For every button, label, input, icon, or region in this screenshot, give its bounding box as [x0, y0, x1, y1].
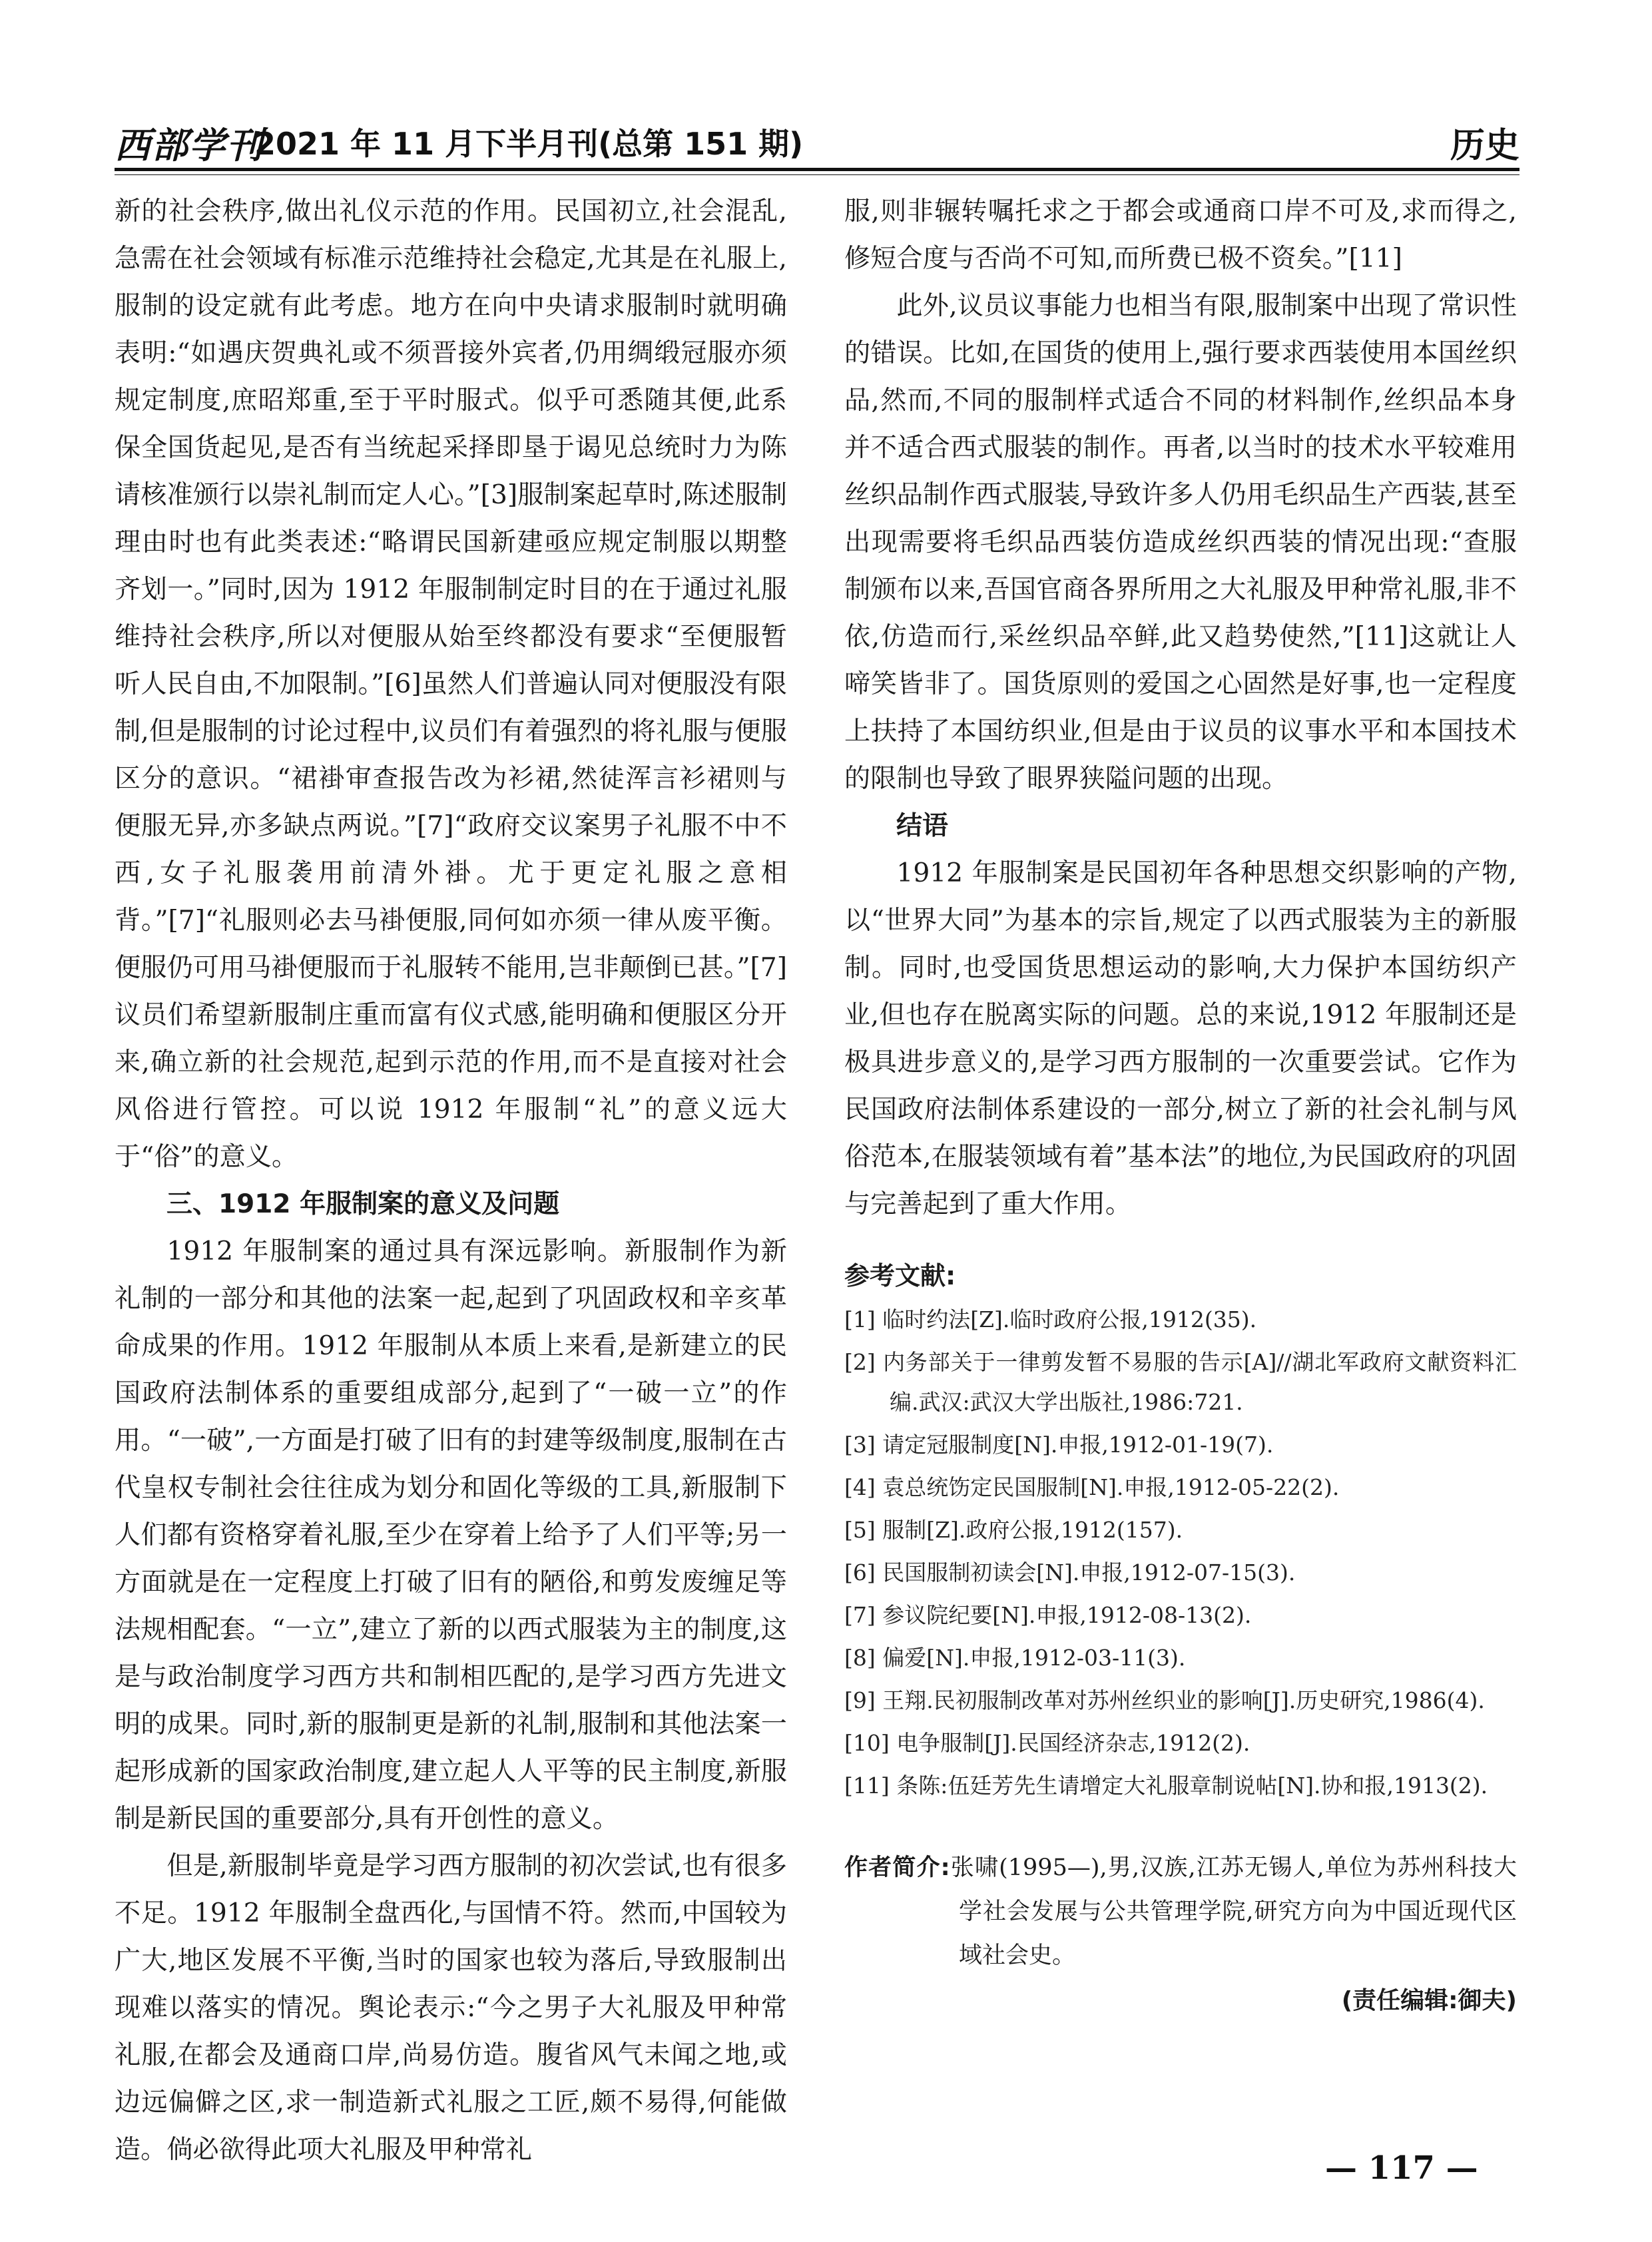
header-rule-thin — [115, 174, 1519, 175]
section-heading: 三、1912 年服制案的意义及问题 — [166, 1189, 560, 1219]
reference-item: [6] 民国服制初读会[N].申报,1912-07-15(3). — [844, 1559, 1296, 1585]
author-bio — [844, 1846, 1517, 1978]
references-title: 参考文献: — [844, 1261, 956, 1290]
issue-info: 2021 年 11 月下半月刊(总第 151 期) — [254, 126, 804, 162]
reference-item: [10] 电争服制[J].民国经济杂志,1912(2). — [844, 1730, 1250, 1756]
editor-note: (责任编辑:御夫) — [1341, 1987, 1517, 2014]
body-paragraph: 新的社会秩序,做出礼仪示范的作用。民国初立,社会混乱,急需在社会领域有标准示范维持社会稳定,尤其是在礼服上,服制的设定就有此考虑。地方在向中央请求服制时就明确表明:“如遇庆贺典礼或不须晋接外宾者,仍用绸缎冠服亦须规定制度,庶昭郑重,至于平时服式。似乎可悉随其便,此系保全国货起见,是否有当统起采择即垦于谒见总统时力为陈请核准颁行以崇礼制而定人心。”[3]服制案起草时,陈述服制理由时也有此类表述:“略谓民国新建亟应规定制服以期整齐划一。”同时,因为 1912 年服制制定时目的在于通过礼服维持社会秩序,所以对便服从始至终都没有要求“至便服暂听人民自由,不加限制。”[6]虽然人们普遍认同对便服没有限制,但是服制的讨论过程中,议员们有着强烈的将礼服与便服区分的意识。“裙褂审查报告改为衫裙,然徒浑言衫裙则与便服无异,亦多缺点两说。”[7]“政府交议案男子礼服不中不西,女子礼服袭用前清外褂。尤于更定礼服之意相背。”[7]“礼服则必去马褂便服,同何如亦须一律从废平衡。便服仍可用马褂便服而于礼服转不能用,岂非颠倒已甚。”[7]议员们希望新服制庄重而富有仪式感,能明确和便服区分开来,确立新的社会规范,起到示范的作用,而不是直接对社会风俗进行管控。可以说 1912 年服制“礼”的意义远大于“俗”的意义。 — [115, 196, 787, 1172]
reference-item: [3] 请定冠服制度[N].申报,1912-01-19(7). — [844, 1432, 1274, 1458]
reference-item: [1] 临时约法[Z].临时政府公报,1912(35). — [844, 1306, 1257, 1332]
reference-item: [2] 内务部关于一律剪发暂不易服的告示[A]//湖北军政府文献资料汇编.武汉:武汉大学出版社,1986:721. — [844, 1349, 1517, 1415]
reference-item: [9] 王翔.民初服制改革对苏州丝织业的影响[J].历史研究,1986(4). — [844, 1687, 1485, 1713]
right-column — [844, 188, 1517, 2023]
conclusion-heading: 结语 — [896, 811, 949, 841]
reference-item: [5] 服制[Z].政府公报,1912(157). — [844, 1517, 1183, 1543]
body-paragraph: 但是,新服制毕竟是学习西方服制的初次尝试,也有很多不足。1912 年服制全盘西化,与国情不符。然而,中国较为广大,地区发展不平衡,当时的国家也较为落后,导致服制出现难以落实的情况。舆论表示:“今之男子大礼服及甲种常礼服,在都会及通商口岸,尚易仿造。腹省风气未闻之地,或边远偏僻之区,求一制造新式礼服之工匠,颇不易得,何能做造。倘必欲得此项大礼服及甲种常礼 — [115, 1851, 787, 2165]
author-label: 作者简介: — [844, 1854, 950, 1881]
reference-list — [844, 1300, 1517, 1806]
reference-item: [4] 袁总统饬定民国服制[N].申报,1912-05-22(2). — [844, 1474, 1340, 1500]
page-number: — 117 — — [1325, 2149, 1478, 2187]
reference-item: [7] 参议院纪要[N].申报,1912-08-13(2). — [844, 1602, 1252, 1628]
body-paragraph: 服,则非辗转嘱托求之于都会或通商口岸不可及,求而得之,修短合度与否尚不可知,而所费已极不资矣。”[11] — [844, 196, 1517, 274]
page-header — [115, 112, 1519, 165]
header-rule — [115, 168, 1519, 171]
reference-item: [8] 偏爱[N].申报,1912-03-11(3). — [844, 1645, 1186, 1671]
conclusion-paragraph: 1912 年服制案是民国初年各种思想交织影响的产物,以“世界大同”为基本的宗旨,规定了以西式服装为主的新服制。同时,也受国货思想运动的影响,大力保护本国纺织产业,但也存在脱离实际的问题。总的来说,1912 年服制还是极具进步意义的,是学习西方服制的一次重要尝试。它作为民国政府法制体系建设的一部分,树立了新的社会礼制与风俗范本,在服装领域有着”基本法”的地位,为民国政府的巩固与完善起到了重大作用。 — [844, 858, 1517, 1219]
body-paragraph: 1912 年服制案的通过具有深远影响。新服制作为新礼制的一部分和其他的法案一起,起到了巩固政权和辛亥革命成果的作用。1912 年服制从本质上来看,是新建立的民国政府法制体系的重要组成部分,起到了“一破一立”的作用。“一破”,一方面是打破了旧有的封建等级制度,服制在古代皇权专制社会往往成为划分和固化等级的工具,新服制下人们都有资格穿着礼服,至少在穿着上给予了人们平等;另一方面就是在一定程度上打破了旧有的陋俗,和剪发废缠足等法规相配套。“一立”,建立了新的以西式服装为主的制度,这是与政治制度学习西方共和制相匹配的,是学习西方先进文明的成果。同时,新的服制更是新的礼制,服制和其他法案一起形成新的国家政治制度,建立起人人平等的民主制度,新服制是新民国的重要部分,具有开创性的意义。 — [115, 1237, 787, 1834]
body-paragraph: 此外,议员议事能力也相当有限,服制案中出现了常识性的错误。比如,在国货的使用上,强行要求西装使用本国丝织品,然而,不同的服制样式适合不同的材料制作,丝织品本身并不适合西式服装的制作。再者,以当时的技术水平较难用丝织品制作西式服装,导致许多人仍用毛织品生产西装,甚至出现需要将毛织品西装仿造成丝织西装的情况出现:“查服制颁布以来,吾国官商各界所用之大礼服及甲种常礼服,非不依,仿造而行,采丝织品卒鲜,此又趋势使然,”[11]这就让人啼笑皆非了。国货原则的爱国之心固然是好事,也一定程度上扶持了本国纺织业,但是由于议员的议事水平和本国技术的限制也导致了眼界狭隘问题的出现。 — [844, 291, 1517, 794]
author-text: 张啸(1995—),男,汉族,江苏无锡人,单位为苏州科技大学社会发展与公共管理学院,研究方向为中国近现代区域社会史。 — [950, 1854, 1517, 1969]
journal-logo: 西部学刊 — [115, 124, 264, 166]
left-column — [115, 188, 787, 2173]
section-label: 历史 — [1450, 126, 1519, 166]
reference-item: [11] 条陈:伍廷芳先生请增定大礼服章制说帖[N].协和报,1913(2). — [844, 1773, 1488, 1799]
